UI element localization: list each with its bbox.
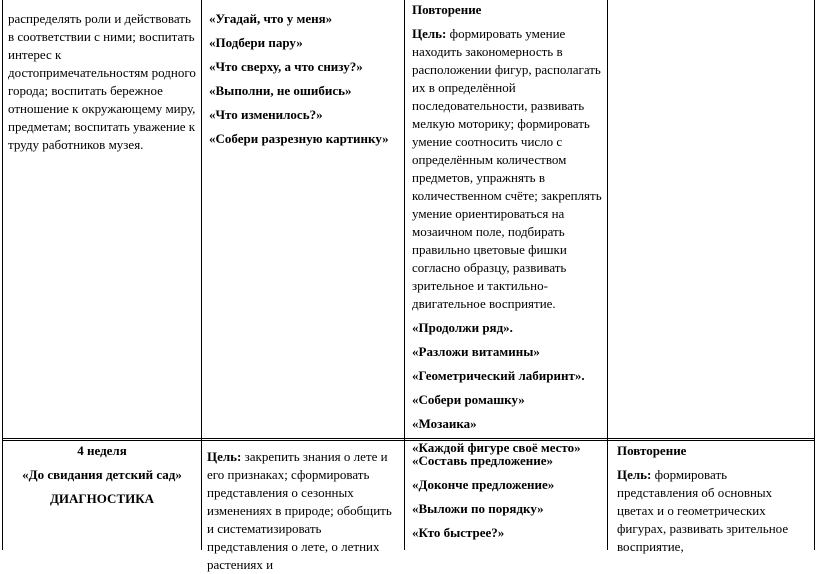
table-border-left (2, 0, 3, 550)
row1-col3-cell (412, 1, 604, 457)
row2-col2-cell (207, 448, 401, 574)
goal-text: формировать представления об основных цветах и о геометрических фигурах, развивать зрительное восприятие, (617, 467, 789, 554)
goal-label: Цель: (412, 26, 447, 41)
table-border-right (814, 0, 815, 550)
table-row-divider-2 (2, 440, 815, 441)
game-item: «Каждой фигуре своё место» (412, 440, 581, 455)
table-border-col1 (201, 0, 202, 550)
goal-label: Цель: (207, 449, 242, 464)
row1-col4-cell (610, 2, 810, 432)
table-border-col2 (404, 0, 405, 550)
game-item: «Что изменилось?» (209, 107, 323, 122)
game-item: «Геометрический лабиринт». (412, 368, 585, 383)
row1-col2-cell (209, 10, 401, 148)
game-item: «Составь предложение» (412, 453, 553, 468)
goal-text: закрепить знания о лете и его признаках; сформировать представления о сезонных изменениях в природе; обобщить и систематизировать представления о лете, о летних растениях и (207, 449, 392, 572)
table-row-divider (2, 438, 815, 439)
game-item: «Собери разрезную картинку» (209, 131, 389, 146)
game-item: «Выполни, не ошибись» (209, 83, 352, 98)
row2-col1-cell (4, 442, 200, 508)
game-item: «Собери ромашку» (412, 392, 525, 407)
game-item: «Разложи витамины» (412, 344, 540, 359)
row1-col1-cell (8, 10, 198, 154)
row2-col3-cell (412, 452, 604, 542)
goal-label: Цель: (617, 467, 652, 482)
table-border-col3 (607, 0, 608, 550)
week-theme: «До свидания детский сад» (22, 467, 182, 482)
game-item: «Мозаика» (412, 416, 477, 431)
section-heading: Повторение (412, 2, 482, 17)
game-item: «Продолжи ряд». (412, 320, 513, 335)
diagnostics-label: ДИАГНОСТИКА (49, 491, 155, 506)
game-item: «Угадай, что у меня» (209, 11, 333, 26)
goal-paragraph (207, 448, 401, 574)
game-item: «Что сверху, а что снизу?» (209, 59, 363, 74)
game-item: «Доконче предложение» (412, 477, 555, 492)
goal-paragraph (617, 466, 811, 556)
section-heading: Повторение (617, 443, 687, 458)
game-item: «Подбери пару» (209, 35, 303, 50)
week-label: 4 неделя (77, 443, 127, 458)
game-item: «Выложи по порядку» (412, 501, 544, 516)
goal-paragraph (412, 25, 604, 313)
goal-text: формировать умение находить закономерность в расположении фигур, располагать их в определённой последовательности, развивать мелкую моторику; формировать умение соотносить число с определённым количеством предметов, упражнять в количественном счёте; закреплять умение ориентироваться на мозаичном поле, подбирать правильно цветовые фишки согласно образцу, развивать зрительное и тактильно-двигательное восприятие. (412, 26, 602, 311)
row2-col4-cell (617, 442, 811, 556)
row1-col1-text: распределять роли и действовать в соответствии с ними; воспитать интерес к достопримечательностям родного города; воспитать бережное отношение к окружающему миру, предметам; воспитать уважение к труду работников музея. (8, 11, 196, 152)
game-item: «Кто быстрее?» (412, 525, 505, 540)
